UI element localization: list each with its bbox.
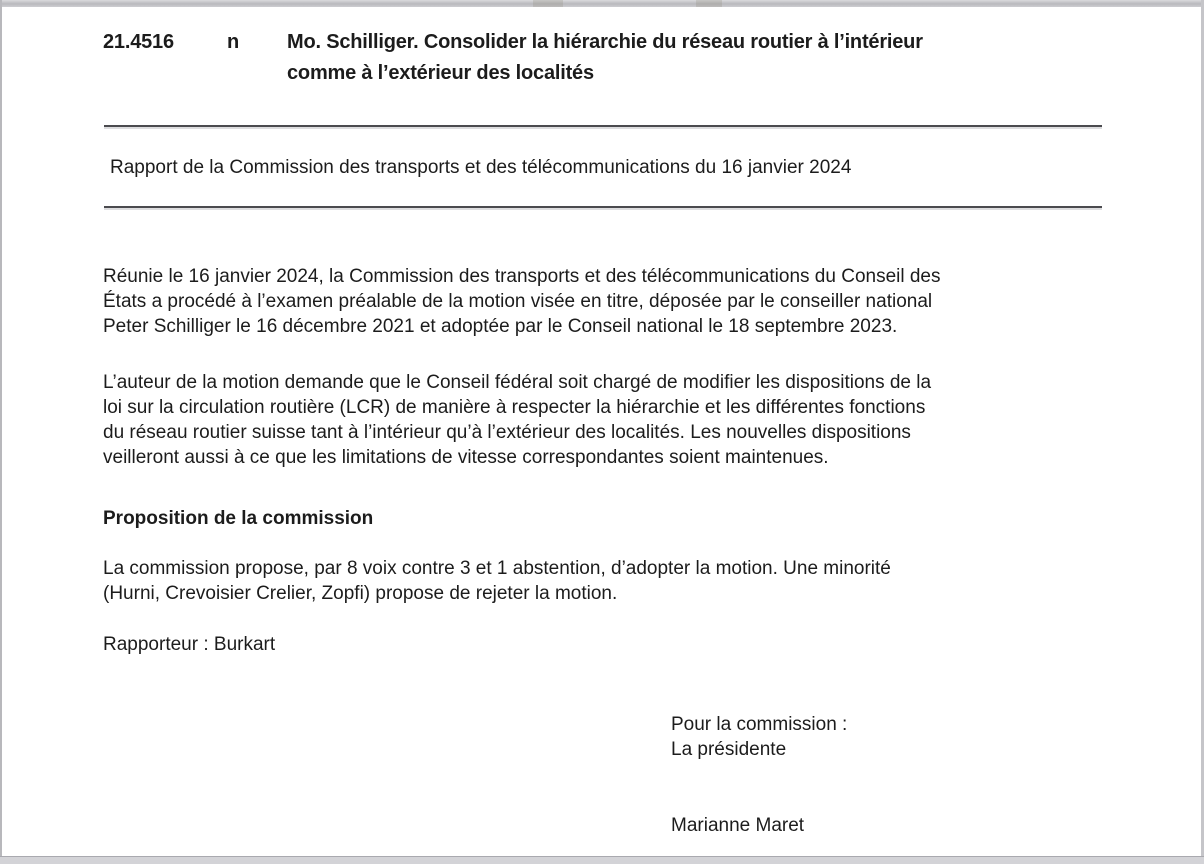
scan-artifact-top-bar	[0, 0, 1204, 7]
document-title-line: comme à l’extérieur des localités	[287, 62, 594, 84]
rapporteur-line: Rapporteur : Burkart	[103, 634, 276, 655]
signature-name: Marianne Maret	[671, 815, 805, 836]
paragraph-motion-content	[103, 370, 931, 470]
text-line: L’auteur de la motion demande que le Conseil fédéral soit chargé de modifier les dispositions de la	[103, 372, 932, 393]
signature-role: La présidente	[671, 739, 787, 760]
paragraph-introduction	[103, 264, 941, 339]
scan-smudge	[696, 0, 722, 7]
text-line: du réseau routier suisse tant à l’intérieur qu’à l’extérieur des localités. Les nouvelles dispositions	[103, 422, 911, 443]
text-line: La commission propose, par 8 voix contre 3 et 1 abstention, d’adopter la motion. Une minorité	[103, 558, 891, 579]
signature-block	[671, 712, 847, 838]
council-letter: n	[227, 31, 240, 53]
text-line: (Hurni, Crevoisier Crelier, Zopfi) propose de rejeter la motion.	[103, 583, 618, 604]
scan-artifact-left-edge	[0, 0, 2, 864]
report-banner: Rapport de la Commission des transports et des télécommunications du 16 janvier 2024	[110, 157, 852, 178]
separator-line-bottom	[104, 206, 1102, 208]
scan-smudge	[533, 0, 563, 7]
scan-artifact-bottom-bar	[0, 856, 1204, 864]
section-heading-proposal: Proposition de la commission	[103, 508, 374, 529]
text-line: veilleront aussi à ce que les limitations de vitesse correspondantes soient maintenues.	[103, 447, 829, 468]
signature-for-commission: Pour la commission :	[671, 714, 848, 735]
text-line: Réunie le 16 janvier 2024, la Commission des transports et des télécommunications du Conseil des	[103, 266, 941, 287]
document-header	[103, 27, 923, 89]
text-line: loi sur la circulation routière (LCR) de manière à respecter la hiérarchie et les différentes fonctions	[103, 397, 926, 418]
document-title-line: Mo. Schilliger. Consolider la hiérarchie du réseau routier à l’intérieur	[287, 31, 923, 53]
document-title	[287, 27, 923, 89]
document-number: 21.4516	[103, 31, 174, 53]
text-line: Peter Schilliger le 16 décembre 2021 et adoptée par le Conseil national le 18 septembre 2023.	[103, 316, 898, 337]
paragraph-proposal	[103, 556, 891, 606]
text-line: États a procédé à l’examen préalable de la motion visée en titre, déposée par le conseiller national	[103, 291, 933, 312]
separator-line-top	[104, 125, 1102, 127]
